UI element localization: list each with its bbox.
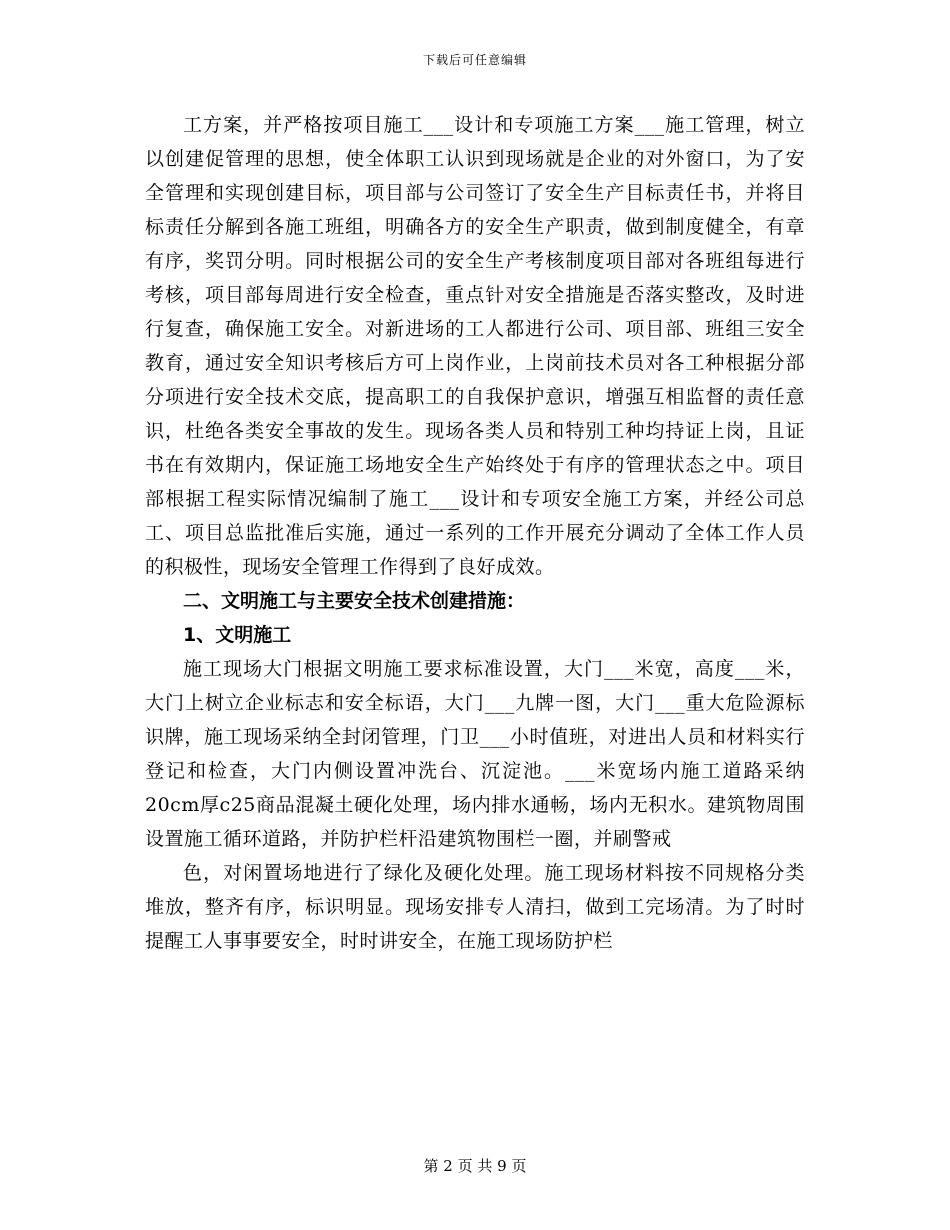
page-header: 下载后可任意编辑 bbox=[422, 53, 527, 67]
body-paragraph: 色，对闲置场地进行了绿化及硬化处理。施工现场材料按不同规格分类堆放，整齐有序，标识明显。现场安排专人清扫，做到工完场清。为了时时提醒工人事事要安全，时时讲安全，在施工现场防护栏 bbox=[145, 862, 805, 952]
body-paragraph: 施工现场大门根据文明施工要求标准设置，大门___米宽，高度___米，大门上树立企业标志和安全标语，大门___九牌一图，大门___重大危险源标识牌，施工现场采纳全封闭管理，门卫___小时值班，对进出人员和材料实行登记和检查，大门内侧设置冲洗台、沉淀池。___米宽场内施工道路采纳20cm厚c25商品混凝土硬化处理，场内排水通畅，场内无积水。建筑物周围设置施工循环道路，并防护栏杆沿建筑物围栏一圈，并刷警戒 bbox=[145, 658, 805, 850]
section-heading: 二、文明施工与主要安全技术创建措施： bbox=[183, 590, 526, 612]
body-paragraph: 工方案，并严格按项目施工___设计和专项施工方案___施工管理，树立以创建促管理的思想，使全体职工认识到现场就是企业的对外窗口，为了安全管理和实现创建目标，项目部与公司签订了安全生产目标责任书，并将目标责任分解到各施工班组，明确各方的安全生产职责，做到制度健全，有章有序，奖罚分明。同时根据公司的安全生产考核制度项目部对各班组每进行考核，项目部每周进行安全检查，重点针对安全措施是否落实整改，及时进行复查，确保施工安全。对新进场的工人都进行公司、项目部、班组三安全教育，通过安全知识考核后方可上岗作业，上岗前技术员对各工种根据分部分项进行安全技术交底，提高职工的自我保护意识，增强互相监督的责任意识，杜绝各类安全事故的发生。现场各类人员和特别工种均持证上岗，且证书在有效期内，保证施工场地安全生产始终处于有序的管理状态之中。项目部根据工程实际情况编制了施工___设计和专项安全施工方案，并经公司总工、项目总监批准后实施，通过一系列的工作开展充分调动了全体工作人员的积极性，现场安全管理工作得到了良好成效。 bbox=[145, 114, 805, 578]
document-body bbox=[145, 108, 805, 958]
subsection-heading: 1、文明施工 bbox=[183, 624, 292, 646]
page-number: 第 2 页 共 9 页 bbox=[423, 1157, 527, 1175]
